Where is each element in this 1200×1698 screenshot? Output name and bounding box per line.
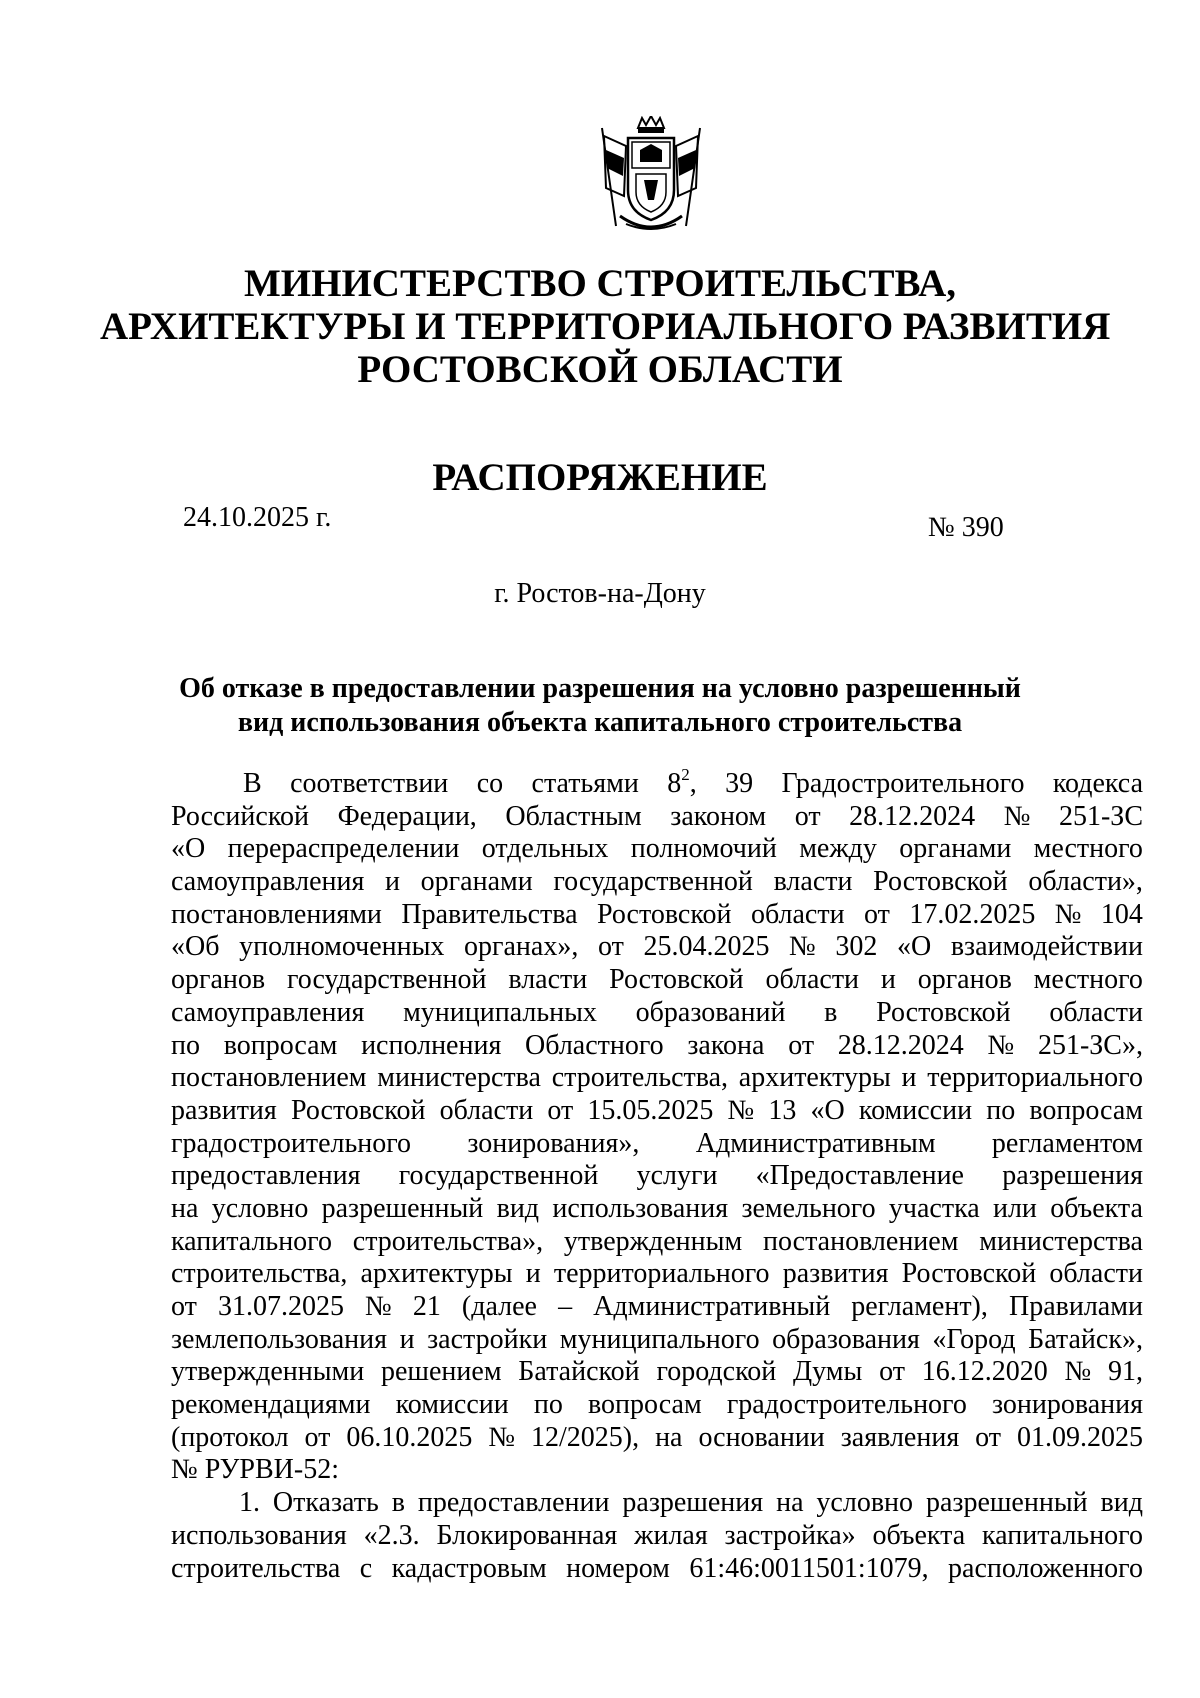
body-word: Правительства <box>401 898 578 930</box>
body-line <box>171 964 1143 997</box>
body-word: перераспределении <box>227 833 460 865</box>
body-word: области <box>1049 996 1143 1028</box>
body-word: Ростовской <box>876 996 1011 1028</box>
body-word: «О <box>810 1094 845 1126</box>
body-word: на <box>171 1192 199 1224</box>
body-word: от <box>304 1421 331 1453</box>
body-word: 1. <box>239 1487 260 1519</box>
body-word: 251-ЗС», <box>1037 1029 1143 1061</box>
body-word: 21 <box>412 1291 441 1322</box>
body-word: постановлением <box>171 1062 367 1094</box>
body-word: зонирования», <box>467 1127 640 1159</box>
body-word: архитектуры <box>738 1062 891 1094</box>
body-word: министерства <box>377 1062 541 1094</box>
body-word: и <box>525 1258 541 1290</box>
subject-line: вид использования объекта капитального строительства <box>237 707 963 738</box>
ministry-name <box>100 262 1111 391</box>
ministry-line: АРХИТЕКТУРЫ И ТЕРРИТОРИАЛЬНОГО РАЗВИТИЯ <box>100 305 1111 348</box>
body-word: 28.12.2024 <box>849 800 976 832</box>
body-word: 25.04.2025 <box>643 931 770 963</box>
body-word: «О <box>171 833 206 865</box>
body-word: от <box>171 1291 197 1322</box>
body-word: 12/2025), <box>531 1421 640 1453</box>
body-word: кодекса <box>1052 768 1143 799</box>
body-word: капитального <box>982 1519 1143 1551</box>
body-word: органов <box>917 964 1012 996</box>
body-lines <box>171 801 1143 1455</box>
body-word: и <box>399 1323 415 1355</box>
body-word: разрешенный <box>925 1487 1088 1519</box>
body-word: использования <box>171 1519 347 1551</box>
body-line <box>171 1095 1143 1128</box>
body-word: объекта <box>1050 1192 1143 1224</box>
body-word: предоставления <box>171 1160 361 1192</box>
body-word: с <box>359 1552 373 1584</box>
body-word: вопросам <box>1029 1094 1143 1126</box>
body-word: по <box>986 1094 1016 1126</box>
body-line: № РУРВИ-52: <box>171 1454 339 1486</box>
body-word: утвержденным <box>563 1225 743 1257</box>
body-word: вид <box>1100 1487 1143 1519</box>
body-word: органов <box>171 964 266 996</box>
body-word: органами <box>420 866 533 898</box>
body-word: архитектуры <box>360 1258 513 1290</box>
body-word: объекта <box>872 1519 966 1551</box>
body-word: услуги <box>636 1160 718 1192</box>
body-word: Федерации, <box>337 800 477 832</box>
body-word: полномочий <box>630 833 777 865</box>
body-word: участка <box>888 1192 980 1224</box>
body-word: на <box>776 1487 804 1519</box>
body-word: 104 <box>1100 898 1143 930</box>
body-word: закона <box>687 1029 765 1061</box>
body-word: (протокол <box>171 1421 289 1453</box>
body-word: Ростовской <box>901 1258 1037 1290</box>
body-word: Отказать <box>272 1487 379 1519</box>
body-word: Правилами <box>1008 1291 1143 1322</box>
body-word: развития <box>782 1258 889 1290</box>
body-line <box>171 899 1143 932</box>
body-line <box>171 1520 1143 1553</box>
body-line <box>171 1160 1143 1193</box>
body-word: регламентом <box>991 1127 1143 1159</box>
body-line <box>171 866 1143 899</box>
body-word: развития <box>171 1094 277 1126</box>
document-subject <box>140 672 1060 740</box>
body-word: взаимодействии <box>950 931 1143 963</box>
body-word: области <box>1049 1258 1143 1290</box>
body-word: Российской <box>171 800 309 832</box>
body-word: образования <box>772 1323 920 1355</box>
body-word: заявления <box>840 1421 960 1453</box>
body-word: комиссии <box>858 1094 973 1126</box>
body-word: 251-ЗС <box>1058 800 1143 832</box>
body-word: Батайской <box>518 1356 640 1388</box>
body-text: , <box>689 768 697 799</box>
body-word: комиссии <box>395 1389 509 1421</box>
body-word: от <box>975 1421 1002 1453</box>
body-word: В <box>243 768 262 799</box>
body-word: «2.3. <box>363 1519 420 1551</box>
body-word: «Об <box>171 931 220 963</box>
subject-line: Об отказе в предоставлении разрешения на условно разрешенный <box>179 673 1021 704</box>
body-word: органами <box>899 833 1012 865</box>
body-word: самоуправления <box>171 866 365 898</box>
body-word: «О <box>896 931 932 963</box>
document-type: РАСПОРЯЖЕНИЕ <box>432 456 768 499</box>
body-word: министерства <box>979 1225 1143 1257</box>
body-word: власти <box>773 866 853 898</box>
body-word: государственной <box>286 964 487 996</box>
body-line <box>171 931 1143 964</box>
body-word: в <box>824 996 838 1028</box>
body-word: 17.02.2025 <box>909 898 1036 930</box>
body-word: 91, <box>1107 1356 1143 1388</box>
body-word: капитального <box>171 1225 332 1257</box>
document-date: 24.10.2025 г. <box>183 502 332 533</box>
document-city: г. Ростов-на-Дону <box>494 578 706 609</box>
body-word: строительства, <box>171 1258 348 1290</box>
body-word: строительства <box>171 1552 341 1584</box>
body-line <box>171 1062 1143 1095</box>
body-word: области», <box>1028 866 1143 898</box>
body-word: от <box>794 800 821 832</box>
body-word: самоуправления <box>171 996 365 1028</box>
body-word: расположенного <box>948 1552 1143 1584</box>
body-word: жилая <box>634 1519 708 1551</box>
body-word: в <box>391 1487 405 1519</box>
body-word: землепользования <box>171 1323 387 1355</box>
body-word: Ростовской <box>609 964 744 996</box>
body-line <box>171 1422 1143 1455</box>
body-word: градостроительного <box>726 1389 967 1421</box>
paragraph-2 <box>171 1487 1143 1585</box>
body-word: вопросам <box>588 1389 702 1421</box>
document-body <box>171 765 1143 1585</box>
body-word: Ростовской <box>873 866 1008 898</box>
ministry-line: РОСТОВСКОЙ ОБЛАСТИ <box>357 348 843 391</box>
body-word: номером <box>566 1552 670 1584</box>
body-word: 302 <box>835 931 878 963</box>
body-line-first <box>171 765 1143 801</box>
body-line <box>171 801 1143 834</box>
body-word: власти <box>508 964 588 996</box>
body-word: соответствии <box>290 768 449 799</box>
body-line <box>171 1226 1143 1259</box>
body-word: от <box>547 1094 574 1126</box>
body-word: местного <box>1033 833 1143 865</box>
body-word: вид <box>496 1192 540 1224</box>
body-word: области <box>439 1094 534 1126</box>
body-word: разрешенный <box>321 1192 484 1224</box>
body-word: предоставлении <box>417 1487 610 1519</box>
body-word: строительства», <box>352 1225 544 1257</box>
body-word: 31.07.2025 <box>217 1291 344 1322</box>
body-word: между <box>799 833 877 865</box>
body-word: вопросам <box>223 1029 338 1061</box>
body-word: постановлениями <box>171 898 382 930</box>
body-word: строительства, <box>551 1062 729 1094</box>
body-word: Административным <box>695 1127 936 1159</box>
body-line <box>171 1258 1143 1291</box>
body-word: «Город <box>932 1323 1016 1355</box>
body-word: № <box>727 1094 755 1126</box>
body-word: регламент), <box>851 1291 988 1322</box>
body-word: по <box>171 1029 200 1061</box>
body-line <box>171 1389 1143 1422</box>
body-word: отдельных <box>481 833 609 865</box>
body-word: образований <box>635 996 786 1028</box>
body-word: от <box>879 1356 905 1388</box>
article-superscript: 2 <box>681 765 690 784</box>
body-word: Батайск», <box>1028 1323 1143 1355</box>
body-word: государственной <box>553 866 753 898</box>
body-word: от <box>597 931 624 963</box>
body-line <box>171 1193 1143 1226</box>
body-word: 61:46:0011501:1079, <box>689 1552 929 1584</box>
body-word: органах», <box>464 931 579 963</box>
body-word: территориального <box>553 1258 770 1290</box>
body-word: 39 <box>725 768 754 799</box>
body-word: Ростовской <box>290 1094 426 1126</box>
body-word: застройки <box>427 1323 548 1355</box>
body-word: местного <box>1033 964 1143 996</box>
body-word: Ростовской <box>596 898 732 930</box>
body-word: 01.09.2025 <box>1016 1421 1143 1453</box>
body-word: Блокированная <box>436 1519 618 1551</box>
body-word: статьями <box>531 768 639 799</box>
body-word: Градостроительного <box>781 768 1025 799</box>
body-word: области <box>765 964 860 996</box>
body-word: утвержденными <box>171 1356 365 1388</box>
body-word: земельного <box>741 1192 876 1224</box>
body-word: исполнения <box>361 1029 502 1061</box>
body-word: Областного <box>525 1029 664 1061</box>
body-word: от <box>788 1029 815 1061</box>
document-number: № 390 <box>928 512 1004 543</box>
body-word: Думы <box>793 1356 863 1388</box>
body-word: № <box>987 1029 1015 1061</box>
body-word: «Предоставление <box>755 1160 964 1192</box>
body-word: 28.12.2024 <box>837 1029 964 1061</box>
body-word: разрешения <box>622 1487 764 1519</box>
body-word: застройка» <box>724 1519 856 1551</box>
body-word: 15.05.2025 <box>587 1094 714 1126</box>
body-word: со <box>476 768 504 799</box>
body-word: решением <box>381 1356 502 1388</box>
body-word: № <box>1054 898 1082 930</box>
body-word: № <box>789 931 816 963</box>
body-line <box>171 1553 1143 1586</box>
body-line <box>171 997 1143 1030</box>
body-line <box>171 1128 1143 1161</box>
body-word: муниципального <box>559 1323 760 1355</box>
body-word: № <box>1064 1356 1092 1388</box>
body-word: градостроительного <box>171 1127 412 1159</box>
body-word: Административный <box>593 1291 831 1322</box>
body-word: кадастровым <box>391 1552 547 1584</box>
body-word: № <box>1003 800 1031 832</box>
body-word: законом <box>670 800 767 832</box>
body-word: и <box>901 1062 917 1094</box>
body-line <box>171 1030 1143 1063</box>
body-word: – <box>558 1291 573 1322</box>
body-word: условно <box>211 1192 309 1224</box>
body-word: по <box>533 1389 563 1421</box>
body-word: Областным <box>505 800 642 832</box>
body-word: области <box>750 898 845 930</box>
body-word: № <box>365 1291 392 1322</box>
body-word: основании <box>698 1421 825 1453</box>
ministry-line: МИНИСТЕРСТВО СТРОИТЕЛЬСТВА, <box>243 262 957 305</box>
body-word: городской <box>656 1356 777 1388</box>
body-word: 13 <box>768 1094 797 1126</box>
body-line <box>171 1487 1143 1520</box>
body-word: уполномоченных <box>239 931 445 963</box>
coat-of-arms-icon <box>596 116 706 234</box>
body-text <box>667 765 697 801</box>
body-word: 16.12.2020 <box>921 1356 1048 1388</box>
body-word: от <box>864 898 890 930</box>
body-word: рекомендациями <box>171 1389 371 1421</box>
body-word: и <box>385 866 401 898</box>
article-number: 8 <box>667 768 682 799</box>
body-word: использования <box>552 1192 729 1224</box>
body-line <box>171 1356 1143 1389</box>
body-word: и <box>880 964 896 996</box>
body-word: (далее <box>461 1291 537 1322</box>
body-word: территориального <box>927 1062 1143 1094</box>
body-line <box>171 1324 1143 1357</box>
body-word: на <box>655 1421 683 1453</box>
body-word: или <box>992 1192 1037 1224</box>
body-word: № <box>488 1421 516 1453</box>
body-line <box>171 1291 1143 1324</box>
body-word: условно <box>816 1487 914 1519</box>
body-line <box>171 833 1143 866</box>
body-word: постановлением <box>762 1225 959 1257</box>
body-word: 06.10.2025 <box>346 1421 473 1453</box>
body-word: государственной <box>398 1160 599 1192</box>
body-word: зонирования <box>991 1389 1143 1421</box>
body-word: разрешения <box>1002 1160 1143 1192</box>
body-word: муниципальных <box>403 996 597 1028</box>
